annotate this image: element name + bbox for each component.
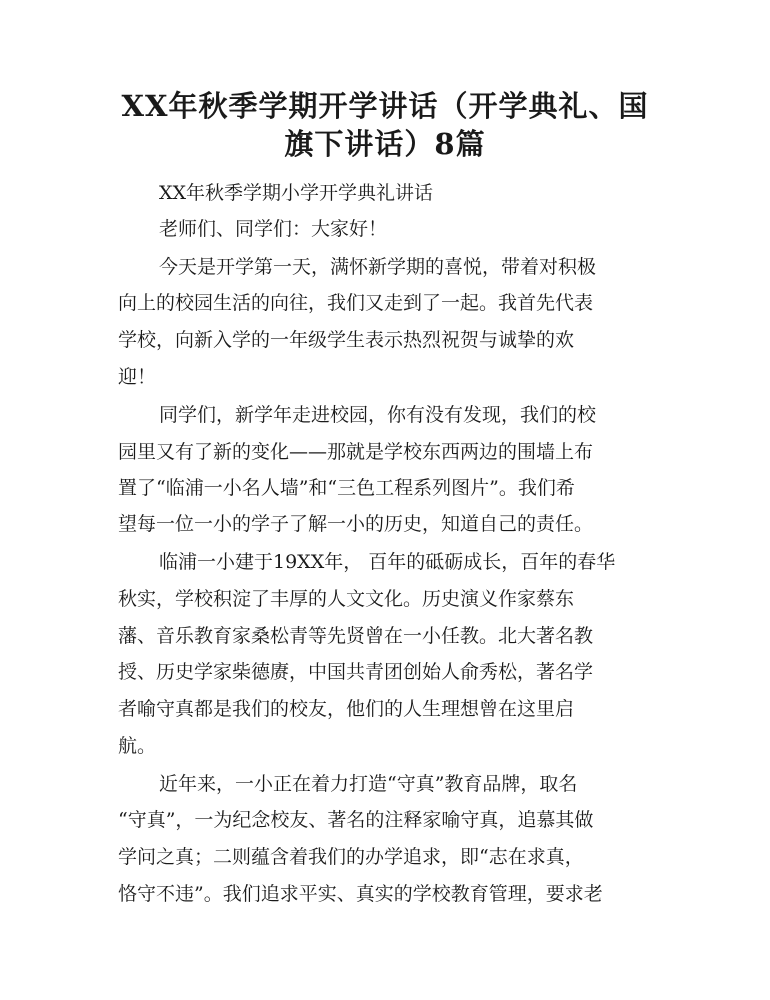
document-title-line-1: XX年秋季学期开学讲话（开学典礼、国 [121,89,649,123]
paragraph-line: 授、历史学家柴德赓，中国共青团创始人俞秀松，著名学 [118,661,594,683]
paragraph-line: 园里又有了新的变化——那就是学校东西两边的围墙上布 [118,441,594,463]
paragraph-line: 置了“临浦一小名人墙”和“三色工程系列图片”。我们希 [118,477,575,499]
paragraph-line: 学校，向新入学的一年级学生表示热烈祝贺与诚挚的欢 [118,329,575,351]
paragraph-line: 今天是开学第一天，满怀新学期的喜悦，带着对积极 [159,256,597,278]
document-title-line-2: 旗下讲话）8篇 [284,127,486,161]
paragraph-line: 者喻守真都是我们的校友，他们的人生理想曾在这里启 [118,698,575,720]
paragraph-line: 恪守不违”。我们追求平实、真实的学校教育管理，要求老 [118,883,603,905]
paragraph-line: 秋实，学校积淀了丰厚的人文文化。历史演义作家蔡东 [118,588,575,610]
paragraph-line: 临浦一小建于19XX年， 百年的砥砺成长，百年的春华 [159,551,616,573]
paragraph-line: 学问之真；二则蕴含着我们的办学追求，即“志在求真， [118,846,584,868]
paragraph-line: 航。 [118,735,157,757]
paragraph-line: 望每一位一小的学子了解一小的历史，知道自己的责任。 [118,513,594,535]
greeting: 老师们、同学们：大家好！ [159,218,388,240]
subtitle: XX年秋季学期小学开学典礼讲话 [159,182,434,204]
paragraph-line: 近年来，一小正在着力打造“守真”教育品牌，取名 [159,773,578,795]
paragraph-line: 迎！ [118,366,157,388]
paragraph-line: 藩、音乐教育家桑松青等先贤曾在一小任教。北大著名教 [118,625,594,647]
paragraph-line: 向上的校园生活的向往，我们又走到了一起。我首先代表 [118,292,594,314]
paragraph-line: “守真”，一为纪念校友、著名的注释家喻守真，追慕其做 [118,809,594,831]
paragraph-line: 同学们，新学年走进校园，你有没有发现，我们的校 [159,404,597,426]
